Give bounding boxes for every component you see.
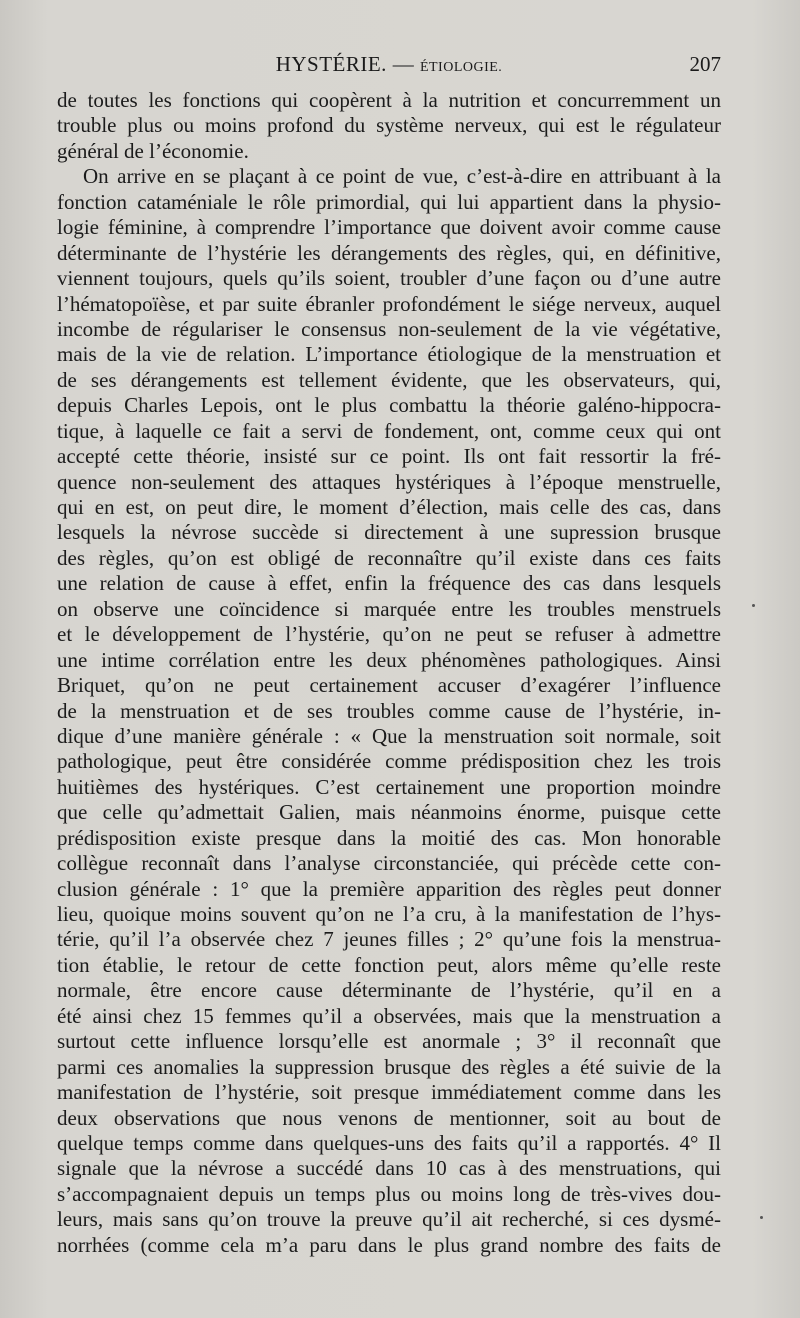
header-title: HYSTÉRIE. xyxy=(275,52,387,76)
text-line: pathologique, peut être considérée comme prédisposition chez les trois xyxy=(57,749,721,774)
text-line: fonction cataméniale le rôle primordial, qui lui appartient dans la physio- xyxy=(57,189,721,214)
text-line: lesquels la névrose succède si directement à une supression brusque xyxy=(57,520,721,545)
text-line: de ses dérangements est tellement évidente, que les observateurs, qui, xyxy=(57,367,721,392)
text-line: incombe de régulariser le consensus non-seulement de la vie végétative, xyxy=(57,316,721,341)
text-line: signale que la névrose a succédé dans 10 cas à des menstruations, qui xyxy=(57,1156,721,1181)
text-line: des règles, qu’on est obligé de reconnaître qu’il existe dans ces faits xyxy=(57,545,721,570)
page-number: 207 xyxy=(689,52,721,76)
text-line: quelque temps comme dans quelques-uns des faits qu’il a rapportés. 4° Il xyxy=(57,1130,721,1155)
text-line: viennent toujours, quels qu’ils soient, troubler d’une façon ou d’une autre xyxy=(57,266,721,291)
text-line: térie, qu’il l’a observée chez 7 jeunes filles ; 2° qu’une fois la menstrua- xyxy=(57,927,721,952)
text-line: on observe une coïncidence si marquée entre les troubles menstruels xyxy=(57,596,721,621)
text-line: dique d’une manière générale : « Que la menstruation soit normale, soit xyxy=(57,723,721,748)
text-line: l’hématopoïèse, et par suite ébranler profondément le siége nerveux, auquel xyxy=(57,291,721,316)
text-line: général de l’économie. xyxy=(57,138,249,163)
text-line: s’accompagnaient depuis un temps plus ou moins long de très-vives dou- xyxy=(57,1181,721,1206)
text-line: On arrive en se plaçant à ce point de vue, c’est-à-dire en attribuant à la xyxy=(83,164,721,189)
text-line: tion établie, le retour de cette fonction peut, alors même qu’elle reste xyxy=(57,952,721,977)
text-line: parmi ces anomalies la suppression brusque des règles a été suivie de la xyxy=(57,1054,721,1079)
ink-speck xyxy=(752,604,755,607)
text-line: huitièmes des hystériques. C’est certainement une proportion moindre xyxy=(57,774,721,799)
text-line: mais de la vie de relation. L’importance étiologique de la menstruation et xyxy=(57,342,721,367)
running-header xyxy=(57,52,721,82)
text-line: manifestation de l’hystérie, soit presque immédiatement comme dans les xyxy=(57,1080,721,1105)
text-line: logie féminine, à comprendre l’importance que doivent avoir comme cause xyxy=(57,215,721,240)
text-line: depuis Charles Lepois, ont le plus combattu la théorie galéno-hippocra- xyxy=(57,393,721,418)
text-line: une relation de cause à effet, enfin la fréquence des cas dans lesquels xyxy=(57,571,721,596)
text-line: accepté cette théorie, insisté sur ce point. Ils ont fait ressortir la fré- xyxy=(57,444,721,469)
running-title xyxy=(57,52,721,77)
text-line: quence non-seulement des attaques hystériques à l’époque menstruelle, xyxy=(57,469,721,494)
text-line: norrhées (comme cela m’a paru dans le plus grand nombre des faits de xyxy=(57,1232,721,1257)
text-line: clusion générale : 1° que la première apparition des règles peut donner xyxy=(57,876,721,901)
text-line: deux observations que nous venons de mentionner, soit au bout de xyxy=(57,1105,721,1130)
body-text xyxy=(57,88,721,1258)
text-line: tique, à laquelle ce fait a servi de fondement, ont, comme ceux qui ont xyxy=(57,418,721,443)
text-line: surtout cette influence lorsqu’elle est anormale ; 3° il reconnaît que xyxy=(57,1029,721,1054)
text-line: qui en est, on peut dire, le moment d’élection, mais celle des cas, dans xyxy=(57,495,721,519)
text-line: collègue reconnaît dans l’analyse circonstanciée, qui précède cette con- xyxy=(57,851,721,876)
text-line: de toutes les fonctions qui coopèrent à la nutrition et concurremment un xyxy=(57,88,721,112)
header-separator: — xyxy=(392,52,415,76)
text-line: normale, être encore cause déterminante de l’hystérie, qu’il en a xyxy=(57,978,721,1003)
text-line: Briquet, qu’on ne peut certainement accuser d’exagérer l’influence xyxy=(57,673,721,698)
ink-speck xyxy=(760,1216,763,1219)
text-line: déterminante de l’hystérie les dérangements des règles, qui, en définitive, xyxy=(57,240,721,265)
text-line: et le développement de l’hystérie, qu’on ne peut se refuser à admettre xyxy=(57,622,721,647)
text-line: une intime corrélation entre les deux phénomènes pathologiques. Ainsi xyxy=(57,647,721,672)
text-line: de la menstruation et de ses troubles comme cause de l’hystérie, in- xyxy=(57,698,721,723)
text-line: lieu, quoique moins souvent qu’on ne l’a cru, à la manifestation de l’hys- xyxy=(57,902,721,926)
text-line: leurs, mais sans qu’on trouve la preuve qu’il ait recherché, si ces dysmé- xyxy=(57,1207,721,1232)
text-line: que celle qu’admettait Galien, mais néanmoins énorme, puisque cette xyxy=(57,800,721,825)
text-line: trouble plus ou moins profond du système nerveux, qui est le régulateur xyxy=(57,113,721,138)
text-line: été ainsi chez 15 femmes qu’il a observées, mais que la menstruation a xyxy=(57,1003,721,1028)
text-line: prédisposition existe presque dans la moitié des cas. Mon honorable xyxy=(57,825,721,850)
header-subtitle: ÉTIOLOGIE. xyxy=(419,60,503,75)
